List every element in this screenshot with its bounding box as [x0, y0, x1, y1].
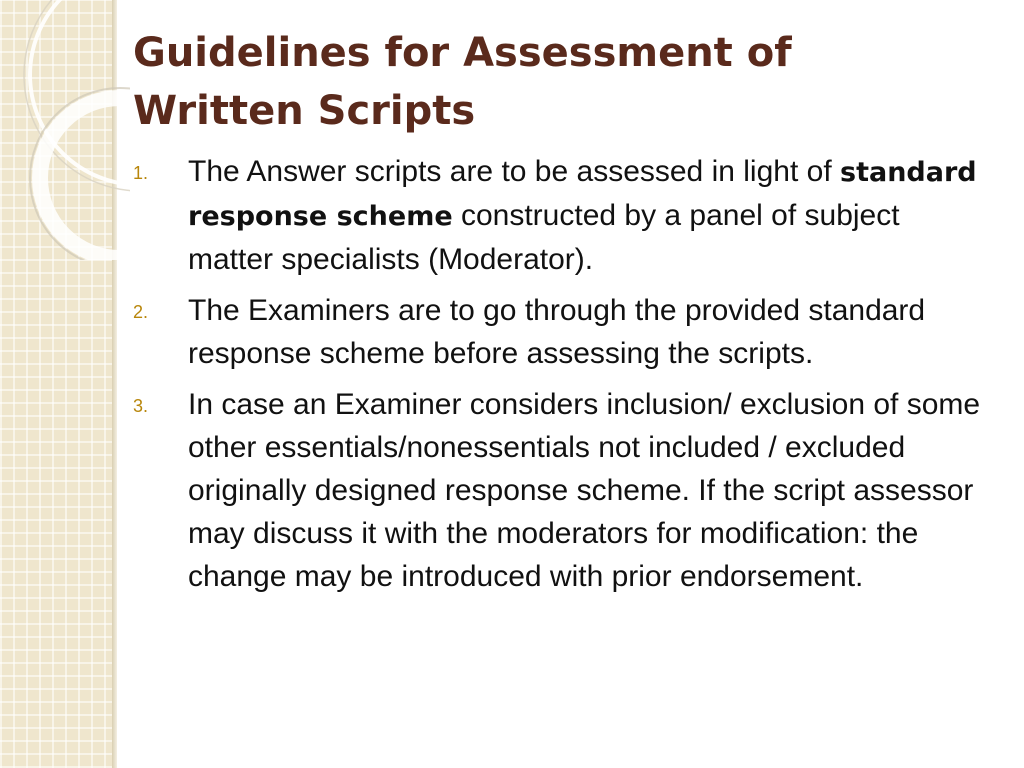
title-line-2: Written Scripts: [133, 88, 476, 134]
item-text: [188, 155, 977, 276]
list-item: [133, 150, 988, 281]
item-text-bold: standard response scheme: [188, 157, 977, 232]
decorative-circles-icon: [0, 0, 130, 260]
list-item: [133, 289, 988, 375]
item-number: 3.: [133, 396, 149, 416]
item-number: 1.: [133, 163, 149, 183]
item-text-before: The Answer scripts are to be assessed in light of: [188, 155, 840, 188]
title-line-1: Guidelines for Assessment of: [133, 30, 792, 76]
item-number: 2.: [133, 302, 149, 322]
list-item: [133, 383, 988, 598]
guidelines-list: [133, 150, 988, 606]
item-text-after: constructed by a panel of subject matter specialists (Moderator).: [188, 199, 900, 276]
item-text: In case an Examiner considers inclusion/ exclusion of some other essentials/nonessentials not included / excluded originally designed response scheme. If the script assessor may discuss it with the moderators for modification: the change may be introduced with prior endorsement.: [188, 388, 981, 593]
slide-title: [133, 24, 993, 140]
item-text: The Examiners are to go through the provided standard response scheme before assessing the scripts.: [188, 294, 926, 370]
